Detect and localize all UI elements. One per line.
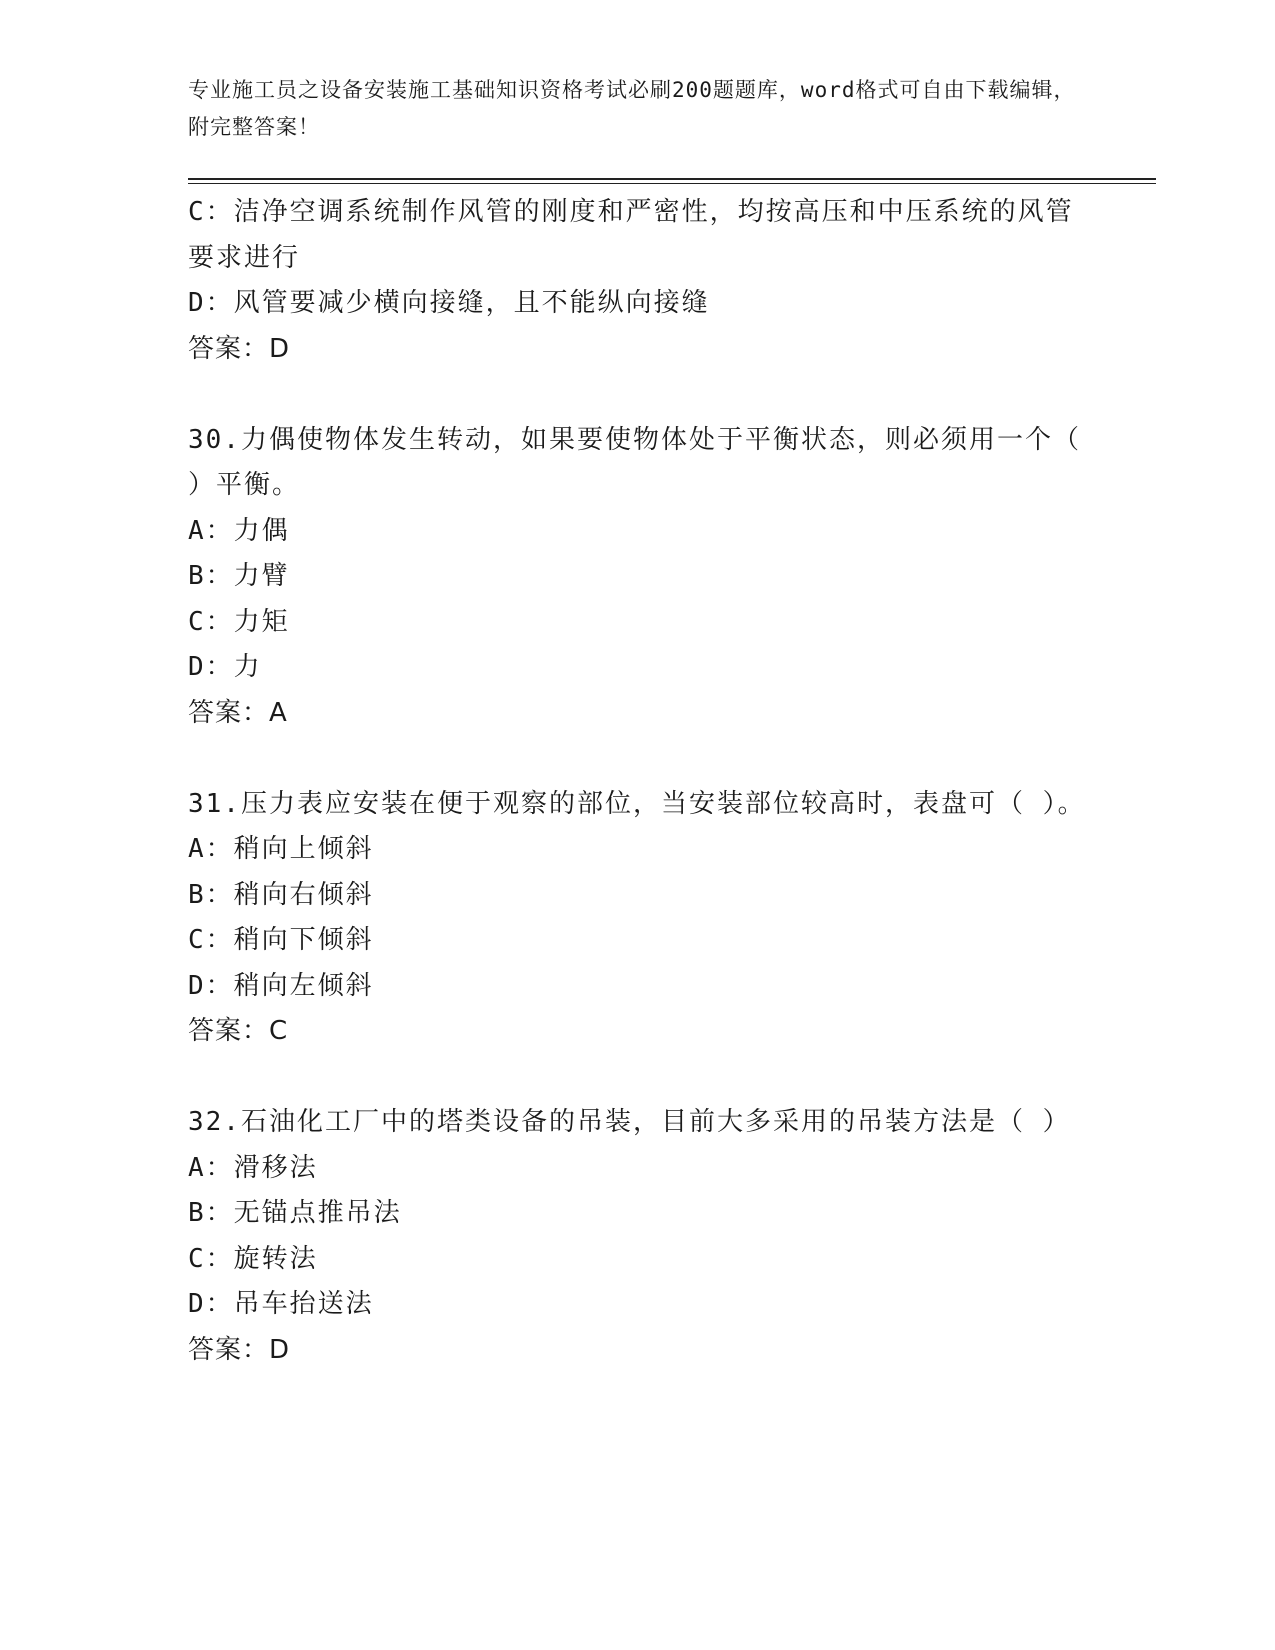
spacer [188, 372, 1088, 418]
option-a: A：力偶 [188, 515, 290, 546]
document-header [188, 72, 1088, 146]
question-block-32 [188, 1100, 1088, 1373]
question-stem: 32.石油化工厂中的塔类设备的吊装，目前大多采用的吊装方法是（ ） [188, 1107, 1071, 1137]
option-a: A：稍向上倾斜 [188, 834, 374, 864]
question-stem: 30.力偶使物体发生转动，如果要使物体处于平衡状态，则必须用一个（ ）平衡。 [188, 424, 1099, 500]
answer-line: 答案：C [188, 1016, 289, 1046]
option-a: A：滑移法 [188, 1152, 318, 1183]
header-divider-thick [188, 178, 1156, 180]
answer-line: 答案：D [188, 1334, 291, 1365]
answer-line: 答案：D [188, 333, 291, 364]
option-c: C：力矩 [188, 606, 290, 637]
spacer [188, 736, 1088, 782]
option-c: C：旋转法 [188, 1243, 318, 1274]
option-b: B：无锚点推吊法 [188, 1198, 402, 1228]
header-divider-thin [188, 183, 1156, 184]
question-block-31 [188, 782, 1088, 1055]
answer-line: 答案：A [188, 697, 288, 728]
option-b: B：稍向右倾斜 [188, 879, 374, 910]
option-d: D：吊车抬送法 [188, 1289, 374, 1319]
option-c: C：洁净空调系统制作风管的刚度和严密性，均按高压和中压系统的风管要求进行 [188, 197, 1074, 273]
option-d: D：稍向左倾斜 [188, 970, 374, 1001]
option-d: D：力 [188, 652, 262, 682]
question-block-30 [188, 418, 1099, 737]
header-title: 专业施工员之设备安装施工基础知识资格考试必刷200题题库，word格式可自由下载编辑，附完整答案！ [188, 78, 1076, 139]
question-list [188, 190, 1099, 1373]
option-b: B：力臂 [188, 561, 290, 591]
prev-question-block [188, 190, 1088, 372]
spacer [188, 1055, 1088, 1101]
question-stem: 31.压力表应安装在便于观察的部位，当安装部位较高时，表盘可（ ）。 [188, 788, 1086, 819]
option-d: D：风管要减少横向接缝，且不能纵向接缝 [188, 288, 710, 318]
option-c: C：稍向下倾斜 [188, 925, 374, 955]
